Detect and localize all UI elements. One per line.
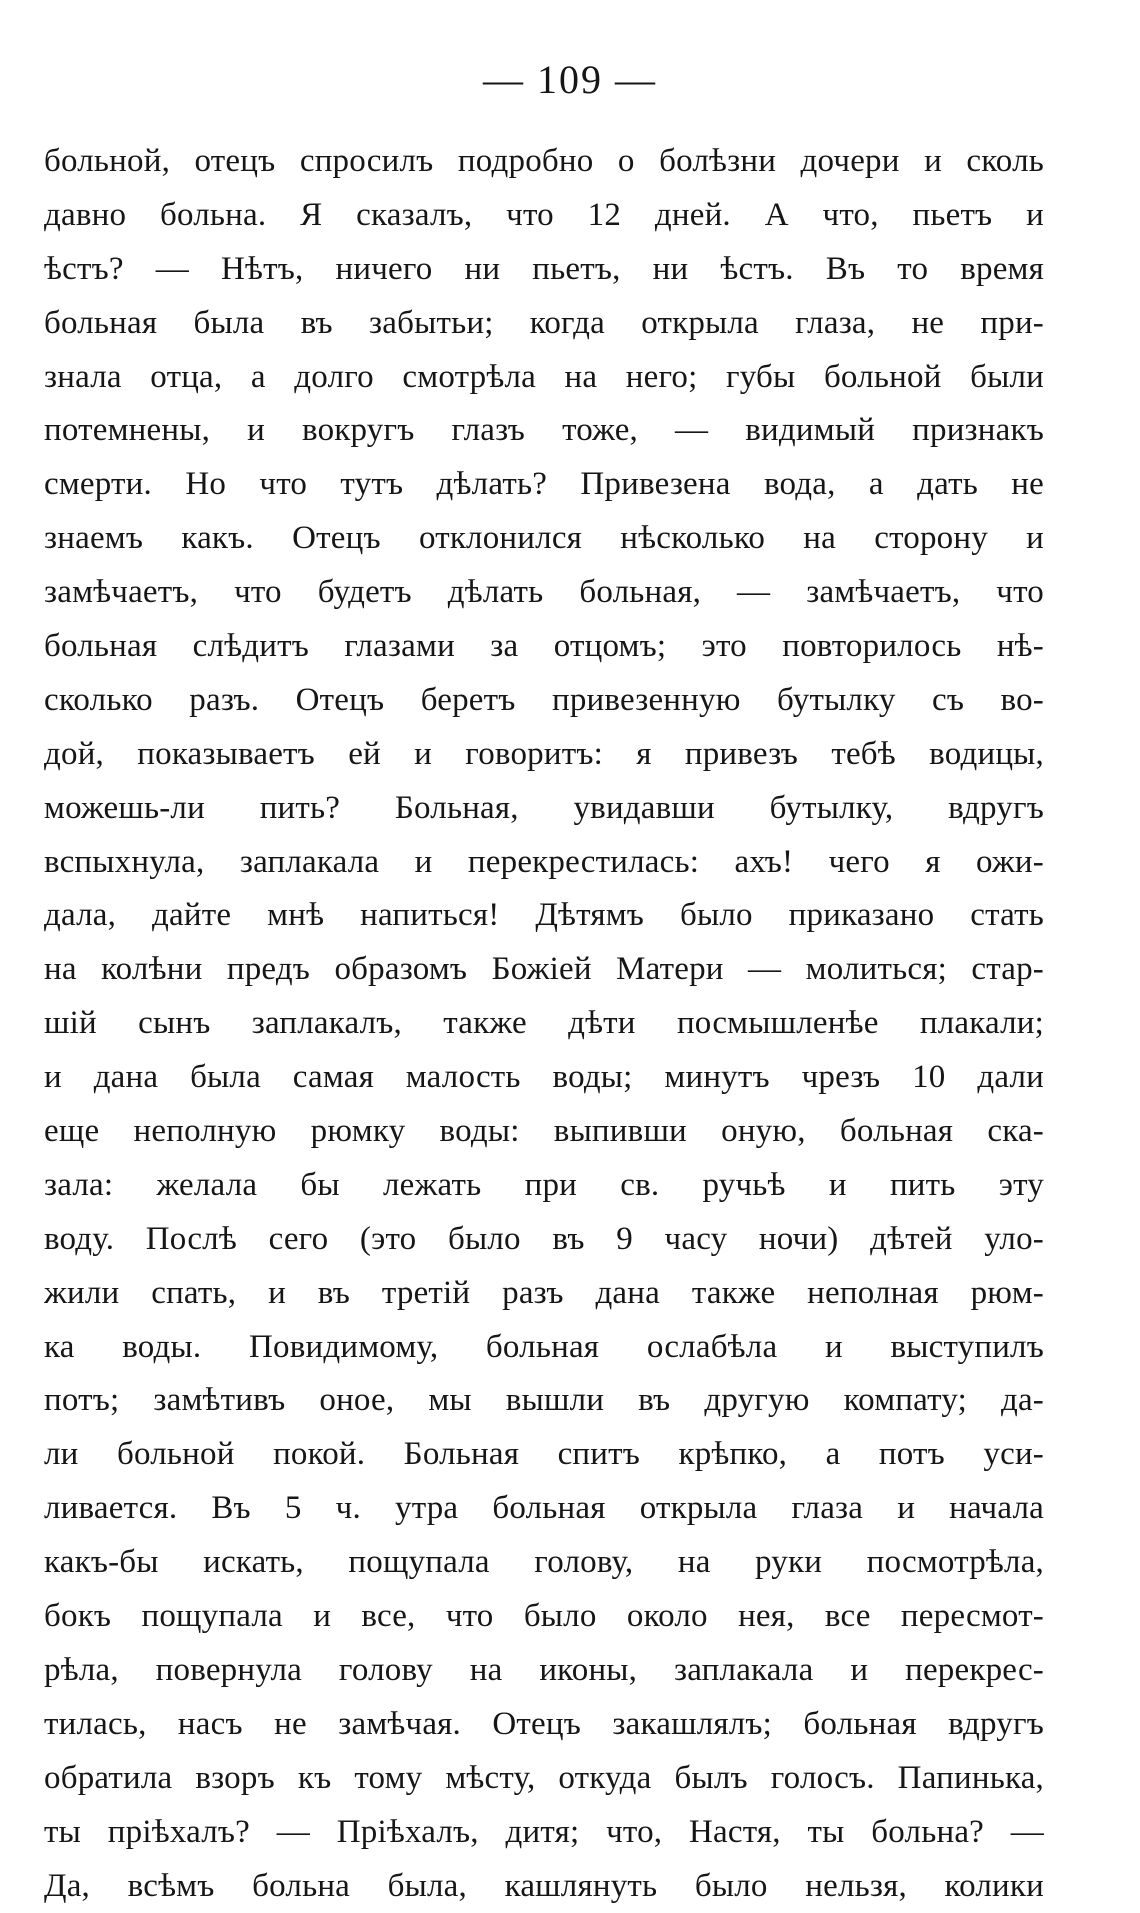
text-line: шій сынъ заплакалъ, также дѣти посмышленѣе плакали;: [44, 997, 1044, 1051]
text-line: зала: желала бы лежать при св. ручьѣ и пить эту: [44, 1159, 1044, 1213]
body-text: [44, 135, 1044, 1913]
text-line: жили спать, и въ третій разъ дана также неполная рюм-: [44, 1267, 1044, 1321]
text-line: рѣла, повернула голову на иконы, заплакала и перекрес-: [44, 1644, 1044, 1698]
text-line: больной, отецъ спросилъ подробно о болѣзни дочери и сколь: [44, 135, 1044, 189]
text-line: ка воды. Повидимому, больная ослабѣла и выступилъ: [44, 1321, 1044, 1375]
text-line: потъ; замѣтивъ оное, мы вышли въ другую компату; да-: [44, 1374, 1044, 1428]
text-line: давно больна. Я сказалъ, что 12 дней. А что, пьетъ и: [44, 189, 1044, 243]
text-line: Да, всѣмъ больна была, кашлянуть было нельзя, колики: [44, 1860, 1044, 1913]
text-line: ты пріѣхалъ? — Пріѣхалъ, дитя; что, Настя, ты больна? —: [44, 1806, 1044, 1860]
text-line: дой, показываетъ ей и говоритъ: я привезъ тебѣ водицы,: [44, 728, 1044, 782]
page-number: — 109 —: [0, 56, 1140, 104]
text-line: знала отца, а долго смотрѣла на него; губы больной были: [44, 351, 1044, 405]
text-line: замѣчаетъ, что будетъ дѣлать больная, — замѣчаетъ, что: [44, 566, 1044, 620]
text-line: сколько разъ. Отецъ беретъ привезенную бутылку съ во-: [44, 674, 1044, 728]
text-line: знаемъ какъ. Отецъ отклонился нѣсколько на сторону и: [44, 512, 1044, 566]
text-line: вспыхнула, заплакала и перекрестилась: ахъ! чего я ожи-: [44, 836, 1044, 890]
text-line: больная была въ забытьи; когда открыла глаза, не при-: [44, 297, 1044, 351]
text-line: на колѣни предъ образомъ Божіей Матери — молиться; стар-: [44, 943, 1044, 997]
text-line: можешь-ли пить? Больная, увидавши бутылку, вдругъ: [44, 782, 1044, 836]
text-line: ли больной покой. Больная спитъ крѣпко, а потъ уси-: [44, 1428, 1044, 1482]
text-line: тилась, насъ не замѣчая. Отецъ закашлялъ; больная вдругъ: [44, 1698, 1044, 1752]
text-line: смерти. Но что тутъ дѣлать? Привезена вода, а дать не: [44, 458, 1044, 512]
text-line: еще неполную рюмку воды: выпивши оную, больная ска-: [44, 1105, 1044, 1159]
text-line: обратила взоръ къ тому мѣсту, откуда былъ голосъ. Папинька,: [44, 1752, 1044, 1806]
text-line: ѣстъ? — Нѣтъ, ничего ни пьетъ, ни ѣстъ. Въ то время: [44, 243, 1044, 297]
text-line: потемнены, и вокругъ глазъ тоже, — видимый признакъ: [44, 404, 1044, 458]
text-line: какъ-бы искать, пощупала голову, на руки посмотрѣла,: [44, 1536, 1044, 1590]
text-line: ливается. Въ 5 ч. утра больная открыла глаза и начала: [44, 1482, 1044, 1536]
text-line: воду. Послѣ сего (это было въ 9 часу ночи) дѣтей уло-: [44, 1213, 1044, 1267]
text-line: и дана была самая малость воды; минутъ чрезъ 10 дали: [44, 1051, 1044, 1105]
text-line: бокъ пощупала и все, что было около нея, все пересмот-: [44, 1590, 1044, 1644]
text-line: больная слѣдитъ глазами за отцомъ; это повторилось нѣ-: [44, 620, 1044, 674]
text-line: дала, дайте мнѣ напиться! Дѣтямъ было приказано стать: [44, 889, 1044, 943]
